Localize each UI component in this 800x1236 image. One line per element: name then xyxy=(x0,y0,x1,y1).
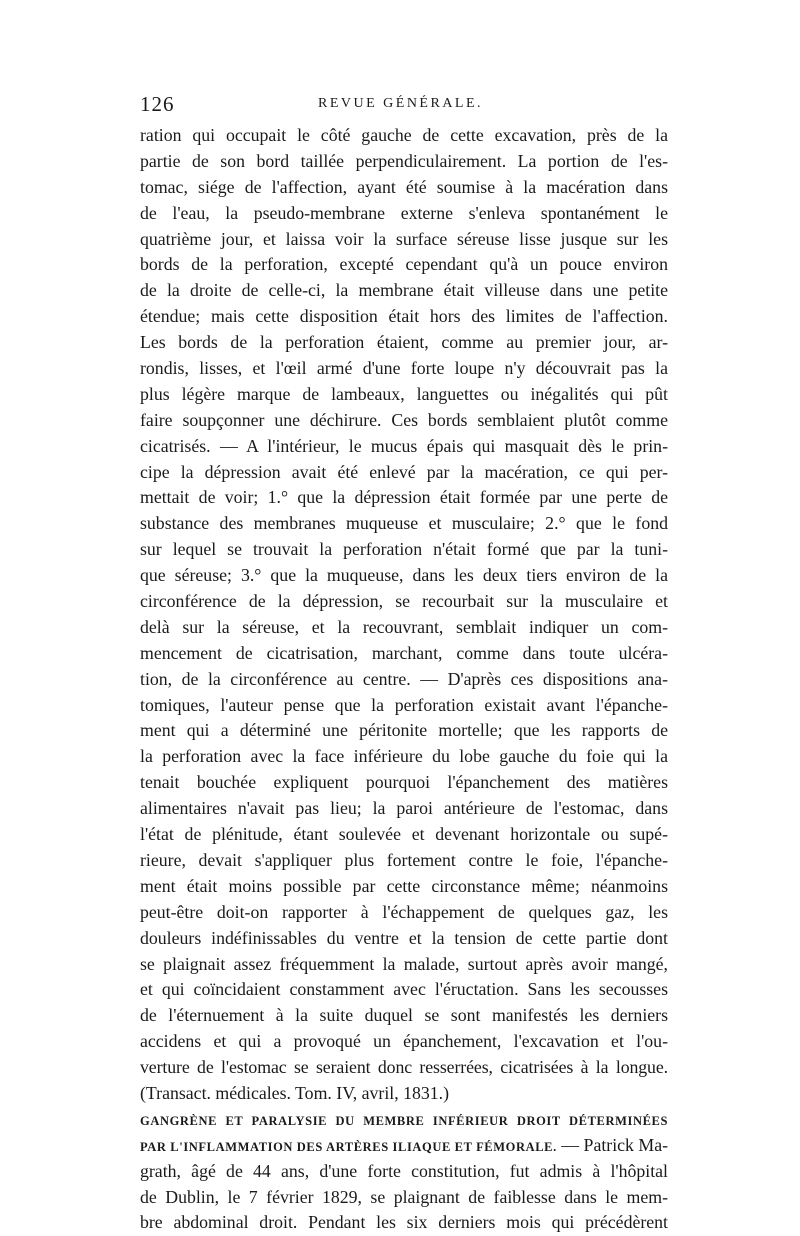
text-line: substance des membranes muqueuse et musculaire; 2.° que le fond xyxy=(140,513,668,534)
article-heading-line-1 xyxy=(140,1107,668,1133)
text-line: alimentaires n'avait pas lieu; la paroi antérieure de l'estomac, dans xyxy=(140,798,668,819)
text-line: mettait de voir; 1.° que la dépression était formée par une perte de xyxy=(140,487,668,508)
text-line: circonférence de la dépression, se recourbait sur la musculaire et xyxy=(140,591,668,612)
article-heading-line-2 xyxy=(140,1133,668,1159)
text-line: accidens et qui a provoqué un épanchement, l'excavation et l'ou- xyxy=(140,1031,668,1052)
page-header xyxy=(140,92,670,118)
text-line: mencement de cicatrisation, marchant, comme dans toute ulcéra- xyxy=(140,642,668,663)
text-line: l'état de plénitude, étant soulevée et devenant horizontale ou supé- xyxy=(140,824,668,845)
text-line: delà sur la séreuse, et la recouvrant, semblait indiquer un com- xyxy=(140,616,668,637)
article-heading-caps-2: PAR L'INFLAMMATION DES ARTÈRES ILIAQUE ET FÉMORALE. xyxy=(140,1139,557,1154)
text-line: de Dublin, le 7 février 1829, se plaignant de faiblesse dans le mem- xyxy=(140,1186,668,1207)
running-title: REVUE GÉNÉRALE. xyxy=(318,96,484,111)
text-line: la perforation avec la face inférieure du lobe gauche du foie qui la xyxy=(140,746,668,767)
text-line: Les bords de la perforation étaient, comme au premier jour, ar- xyxy=(140,332,668,353)
page-number: 126 xyxy=(140,92,175,116)
text-line: ment qui a déterminé une péritonite mortelle; que les rapports de xyxy=(140,720,668,741)
article-paragraph xyxy=(140,1159,668,1236)
text-line: verture de l'estomac se seraient donc resserrées, cicatrisées à la longue. xyxy=(140,1057,668,1078)
text-line: rieure, devait s'appliquer plus fortement contre le foie, l'épanche- xyxy=(140,849,668,870)
text-line: douleurs indéfinissables du ventre et la tension de cette partie dont xyxy=(140,927,668,948)
text-line: de la droite de celle-ci, la membrane était villeuse dans une petite xyxy=(140,280,668,301)
text-line: tenait bouchée expliquent pourquoi l'épanchement des matières xyxy=(140,772,668,793)
text-line: sur lequel se trouvait la perforation n'était formé que par la tuni- xyxy=(140,539,668,560)
text-line: de l'eau, la pseudo-membrane externe s'enleva spontanément le xyxy=(140,202,668,223)
text-line: tion, de la circonférence au centre. — D'après ces dispositions ana- xyxy=(140,668,668,689)
text-line: et qui coïncidaient constamment avec l'éructation. Sans les secousses xyxy=(140,979,668,1000)
text-line: se plaignait assez fréquemment la malade, surtout après avoir mangé, xyxy=(140,953,668,974)
text-line: grath, âgé de 44 ans, d'une forte constitution, fut admis à l'hôpital xyxy=(140,1160,668,1181)
text-line: cipe la dépression avait été enlevé par la macération, ce qui per- xyxy=(140,461,668,482)
paragraph xyxy=(140,123,668,1081)
text-line: rondis, lisses, et l'œil armé d'une forte loupe n'y découvrait pas la xyxy=(140,358,668,379)
text-line: peut-être doit-on rapporter à l'échappement de quelques gaz, les xyxy=(140,901,668,922)
text-line: tomiques, l'auteur pense que la perforation existait avant l'épanche- xyxy=(140,694,668,715)
text-line: tomac, siége de l'affection, ayant été soumise à la macération dans xyxy=(140,176,668,197)
article-heading-text: — Patrick Ma- xyxy=(556,1134,668,1155)
citation-line: (Transact. médicales. Tom. IV, avril, 1831.) xyxy=(140,1082,450,1103)
text-line: étendue; mais cette disposition était hors des limites de l'affection. xyxy=(140,306,668,327)
text-line: plus légère marque de lambeaux, languettes ou inégalités qui pût xyxy=(140,383,668,404)
text-line: de l'éternuement à la suite duquel se sont manifestés les derniers xyxy=(140,1005,668,1026)
text-line: que séreuse; 3.° que la muqueuse, dans les deux tiers environ de la xyxy=(140,565,668,586)
text-line: ration qui occupait le côté gauche de cette excavation, près de la xyxy=(140,125,668,145)
text-line: cicatrisés. — A l'intérieur, le mucus épais qui masquait dès le prin- xyxy=(140,435,668,456)
body-text xyxy=(140,123,668,1236)
text-line: ment était moins possible par cette circonstance même; néanmoins xyxy=(140,875,668,896)
article-heading-caps-1: GANGRÈNE ET PARALYSIE DU MEMBRE INFÉRIEUR DROIT DÉTERMINÉES xyxy=(140,1113,668,1128)
text-line: bords de la perforation, excepté cependant qu'à un pouce environ xyxy=(140,254,668,275)
text-line: partie de son bord taillée perpendiculairement. La portion de l'es- xyxy=(140,150,668,171)
text-line: quatrième jour, et laissa voir la surface séreuse lisse jusque sur les xyxy=(140,228,668,249)
text-line: bre abdominal droit. Pendant les six derniers mois qui précédèrent xyxy=(140,1212,668,1233)
text-line: faire soupçonner une déchirure. Ces bords semblaient plutôt comme xyxy=(140,409,668,430)
